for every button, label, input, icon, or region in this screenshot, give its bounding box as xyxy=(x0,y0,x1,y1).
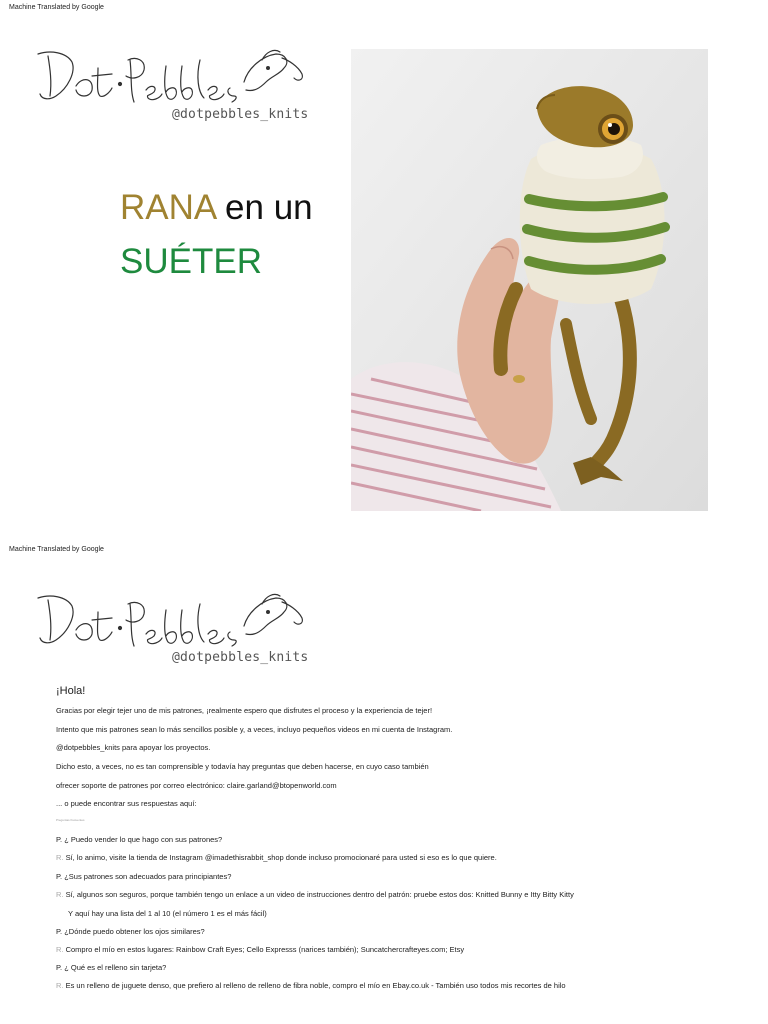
faq-answer-text: Es un relleno de juguete denso, que prefiero al relleno de relleno de fibra noble, compro el mío en Ebay.co.uk - También uso todos mis recortes de hilo xyxy=(63,981,566,990)
answer-marker: R. xyxy=(56,945,64,954)
dotpebbles-logo xyxy=(36,46,316,116)
faq-heading: Preguntas frecuentes xyxy=(56,818,85,822)
intro-line-5: ofrecer soporte de patrones por correo electrónico: claire.garland@btopenworld.com xyxy=(56,781,337,790)
intro-line-6: ... o puede encontrar sus respuestas aquí: xyxy=(56,799,197,808)
pattern-title-line1 xyxy=(120,188,313,228)
translation-banner: Machine Translated by Google xyxy=(9,546,104,553)
answer-marker: R. xyxy=(56,853,64,862)
translation-banner: Machine Translated by Google xyxy=(9,4,104,11)
faq-answer-text: Sí, algunos son seguros, porque también tengo un enlace a un video de instrucciones dentro del patrón: pruebe estos dos: Knitted Bunny e Itty Bitty Kitty xyxy=(63,890,574,899)
title-rana: RANA xyxy=(120,188,216,227)
faq-answer-1 xyxy=(56,853,497,862)
faq-question-2: P. ¿Sus patrones son adecuados para principiantes? xyxy=(56,872,232,881)
instagram-handle: @dotpebbles_knits xyxy=(172,107,309,122)
faq-answer-text: Compro el mío en estos lugares: Rainbow Craft Eyes; Cello Expresss (narices también); Suncatchercrafteyes.com; Etsy xyxy=(63,945,465,954)
greeting: ¡Hola! xyxy=(56,685,86,697)
intro-line-2: Intento que mis patrones sean lo más sencillos posible y, a veces, incluyo pequeños videos en mi cuenta de Instagram. xyxy=(56,725,453,734)
faq-answer-4 xyxy=(56,981,566,990)
instagram-handle: @dotpebbles_knits xyxy=(172,650,309,665)
answer-marker: R. xyxy=(56,890,64,899)
title-sueter: SUÉTER xyxy=(120,242,262,281)
faq-answer-2 xyxy=(56,890,574,899)
title-en-un: en un xyxy=(215,188,313,227)
faq-answer-text: Sí, lo animo, visite la tienda de Instagram @imadethisrabbit_shop donde incluso promocionaré para usted si eso es lo que quiere. xyxy=(63,853,497,862)
frog-illustration xyxy=(351,49,708,511)
intro-line-3: @dotpebbles_knits para apoyar los proyectos. xyxy=(56,743,211,752)
dotpebbles-logo-art xyxy=(36,46,316,116)
faq-question-4: P. ¿ Qué es el relleno sin tarjeta? xyxy=(56,963,167,972)
difficulty-list-note: Y aquí hay una lista del 1 al 10 (el número 1 es el más fácil) xyxy=(68,909,267,918)
faq-question-1: P. ¿ Puedo vender lo que hago con sus patrones? xyxy=(56,835,223,844)
faq-question-3: P. ¿Dónde puedo obtener los ojos similares? xyxy=(56,927,205,936)
intro-line-4: Dicho esto, a veces, no es tan comprensible y todavía hay preguntas que deben hacerse, en cuyo caso también xyxy=(56,762,429,771)
faq-answer-3 xyxy=(56,945,464,954)
intro-line-1: Gracias por elegir tejer uno de mis patrones, ¡realmente espero que disfrutes el proceso y la experiencia de tejer! xyxy=(56,706,433,715)
frog-sweater-photo xyxy=(351,49,708,511)
pattern-title-line2 xyxy=(120,242,262,282)
answer-marker: R. xyxy=(56,981,64,990)
